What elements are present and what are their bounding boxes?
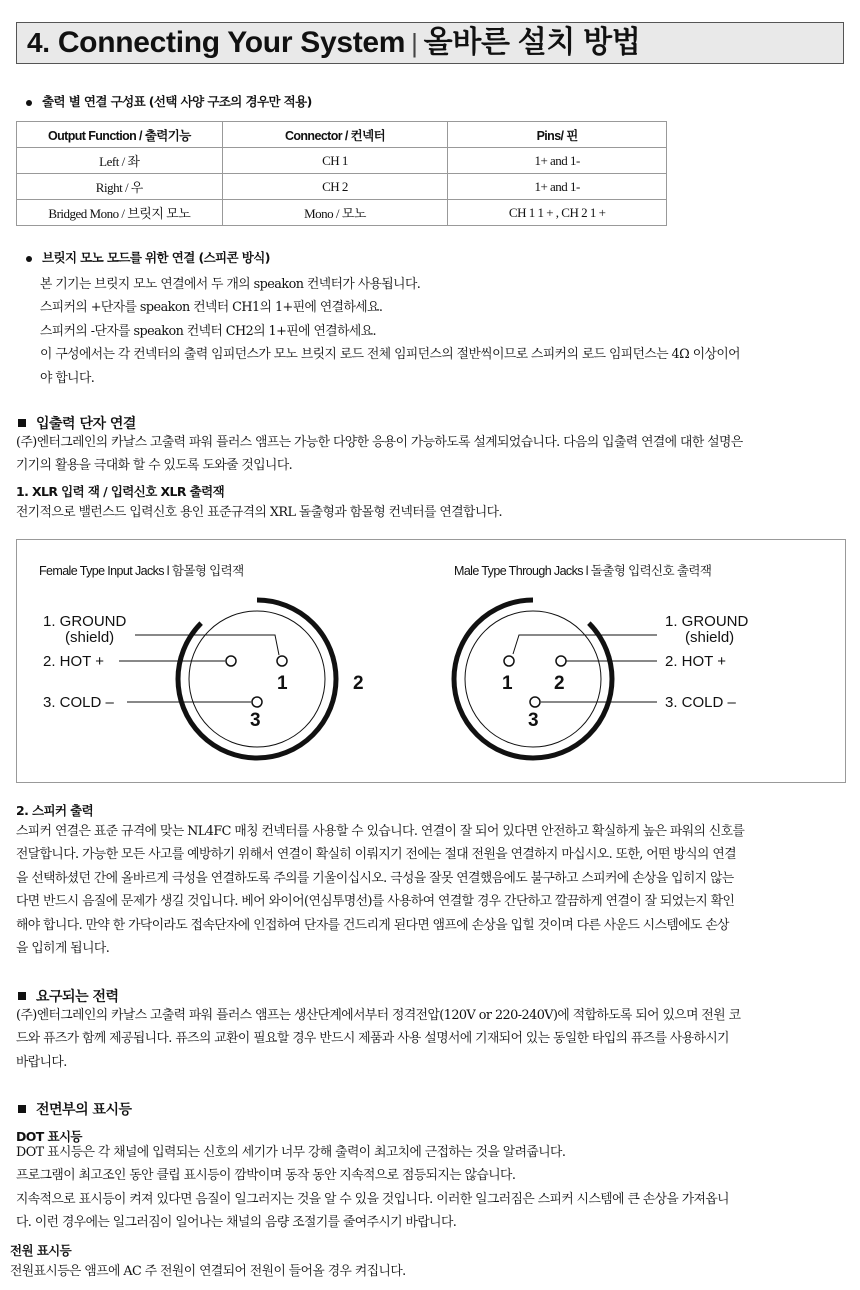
table-cell: Right / 우 [17,174,223,200]
bridge-mode-heading-text: 브릿지 모노 모드를 위한 연결 (스피콘 방식) [42,250,270,265]
female-pin-hot [226,656,236,666]
power-indicator-heading: 전원 표시등 [10,1243,72,1258]
title-english: Connecting Your System [57,26,406,59]
io-section-heading [18,413,136,433]
female-diagram-title: Female Type Input Jacks l 함몰형 입력잭 [39,564,244,578]
female-connector [119,600,336,758]
male-pin1-number: 1 [502,673,513,694]
bullet-icon [26,256,32,262]
table-cell: CH 1 1 + , CH 2 1 + [448,200,667,226]
section-number: 4. [27,27,50,58]
text-line: 전기적으로 밸런스드 입력신호 용인 표준규격의 XRL 돌출형과 함몰형 컨넥터를 연결합니다. [16,505,502,520]
text-line: 전달합니다. 가능한 모든 사고를 예방하기 위해서 연결이 확실히 이뤄지기 전에는 절대 전원을 연결하지 마십시오. 또한, 어떤 방식의 연결 [16,847,737,863]
speaker-output-heading: 2. 스피커 출력 [16,803,94,818]
text-line: 을 입히게 됩니다. [16,941,110,957]
xlr-diagram [16,539,846,783]
female-pin2-number: 2 [353,673,364,694]
xlr-text [16,501,502,524]
male-pin-ground [504,656,514,666]
power-indicator-text [10,1260,406,1283]
male-diagram-title: Male Type Through Jacks l 돌출형 입력신호 출력잭 [454,564,712,578]
text-line: 지속적으로 표시등이 켜져 있다면 음질이 일그러지는 것을 알 수 있을 것입니다. 이러한 일그러짐은 스피커 시스템에 큰 손상을 가져옵니 [16,1191,729,1207]
female-pin1-number: 1 [277,673,288,694]
power-required-heading-text: 요구되는 전력 [36,989,119,1005]
table-header-row [17,122,667,148]
output-config-heading-text: 출력 별 연결 구성표 (선택 사양 구조의 경우만 적용) [42,94,312,109]
female-shield-label: (shield) [65,629,115,646]
male-pin-hot [556,656,566,666]
table-cell: Left / 좌 [17,148,223,174]
title-korean: 올바른 설치 방법 [423,26,641,59]
text-line: 이 구성에서는 각 컨넥터의 출력 임피던스가 모노 브릿지 로드 전체 임피던스의 절반씩이므로 스피커의 로드 임피던스는 4Ω 이상이어 [40,347,740,363]
male-cold-label: 3. COLD – [665,694,736,711]
table-cell: 1+ and 1- [448,148,667,174]
title-separator: | [411,28,418,58]
female-pin-ground [277,656,287,666]
text-line: 전원표시등은 앰프에 AC 주 전원이 연결되어 전원이 들어올 경우 켜집니다. [10,1264,406,1279]
text-line: 스피커의 +단자를 speakon 컨넥터 CH1의 1+핀에 연결하세요. [40,300,383,316]
text-line: 을 선택하셨던 간에 올바르게 극성을 연결하도록 주의를 기울이십시오. 극성을 잘못 연결했음에도 불구하고 스피커에 손상을 입히지 않는 [16,870,734,886]
column-header: Output Function / 출력기능 [17,122,223,148]
bullet-icon [26,100,32,106]
power-required-heading [18,986,119,1006]
power-required-text [16,1004,740,1074]
square-bullet-icon [18,419,26,427]
male-pin3-number: 3 [528,710,539,731]
ground-leader-line [135,635,279,655]
xlr-heading: 1. XLR 입력 잭 / 입력신호 XLR 출력잭 [16,484,225,499]
front-indicators-heading-text: 전면부의 표시등 [36,1102,132,1118]
text-line: 기기의 활용을 극대화 할 수 있도록 도와줄 것입니다. [16,458,293,474]
text-line: 야 합니다. [40,370,95,386]
text-line: 바랍니다. [16,1054,67,1070]
text-line: (주)엔터그레인의 카날스 고출력 파워 플러스 앰프는 가능한 다양한 응용이 가능하도록 설계되었습니다. 다음의 입출력 연결에 대한 설명은 [16,435,743,450]
male-pin2-number: 2 [554,673,565,694]
text-line: 다. 이런 경우에는 일그러짐이 일어나는 채널의 음량 조절기를 줄여주시기 바랍니다. [16,1215,457,1231]
page-title [27,23,640,63]
column-header: Pins/ 핀 [448,122,667,148]
male-ground-leader-line [513,635,657,654]
text-line: 다면 반드시 음질에 문제가 생길 것입니다. 베어 와이어(연심투명선)를 사용하여 연결할 경우 간단하고 깔끔하게 연결이 잘 되었는지 확인 [16,894,735,910]
female-hot-label: 2. HOT + [43,653,104,670]
table-cell: CH 2 [222,174,448,200]
column-header: Connector / 컨넥터 [222,122,448,148]
male-pin-cold [530,697,540,707]
square-bullet-icon [18,992,26,1000]
speaker-output-text [16,820,744,960]
table-row [17,200,667,226]
text-line: 프로그램이 최고조인 동안 클립 표시등이 깜박이며 동작 동안 지속적으로 점등되지는 않습니다. [16,1168,516,1184]
io-section-heading-text: 입출력 단자 연결 [36,416,136,432]
table-row [17,174,667,200]
section-title-bar [16,22,844,64]
text-line: (주)엔터그레인의 카날스 고출력 파워 플러스 앰프는 생산단계에서부터 정격전압(120V or 220-240V)에 적합하도록 되어 있으며 전원 코 [16,1008,741,1023]
bridge-mode-text [40,273,740,390]
table-cell: Bridged Mono / 브릿지 모노 [17,200,223,226]
male-shield-label: (shield) [685,629,735,646]
bridge-mode-heading [26,248,270,266]
female-cold-label: 3. COLD – [43,694,114,711]
text-line: 스피커 연결은 표준 규격에 맞는 NL4FC 매칭 컨넥터를 사용할 수 있습니다. 연결이 잘 되어 있다면 안전하고 확실하게 높은 파워의 신호를 [16,824,745,839]
io-intro-text [16,431,743,478]
square-bullet-icon [18,1105,26,1113]
male-hot-label: 2. HOT + [665,653,726,670]
female-ground-label: 1. GROUND [43,613,127,630]
text-line: 스피커의 -단자를 speakon 컨넥터 CH2의 1+핀에 연결하세요. [40,323,377,339]
table-cell: Mono / 모노 [222,200,448,226]
dot-indicator-text [16,1141,729,1235]
text-line: 드와 퓨즈가 함께 제공됩니다. 퓨즈의 교환이 필요할 경우 반드시 제품과 사용 설명서에 기재되어 있는 동일한 타입의 퓨즈를 사용하시기 [16,1031,729,1047]
table-cell: 1+ and 1- [448,174,667,200]
text-line: 해야 합니다. 만약 한 가닥이라도 접속단자에 인접하여 단자를 건드리게 된다면 앰프에 손상을 입힐 것이며 다른 사운드 시스템에도 손상 [16,917,729,933]
table-row [17,148,667,174]
output-config-heading [26,92,312,110]
female-pin3-number: 3 [250,710,261,731]
text-line: DOT 표시등은 각 채널에 입력되는 신호의 세기가 너무 강해 출력이 최고치에 근접하는 것을 알려줍니다. [16,1145,566,1160]
male-ground-label: 1. GROUND [665,613,749,630]
table-cell: CH 1 [222,148,448,174]
text-line: 본 기기는 브릿지 모노 연결에서 두 개의 speakon 컨넥터가 사용됩니다. [40,277,421,292]
output-config-table [16,121,667,226]
front-indicators-heading [18,1099,132,1119]
dot-indicator-heading: DOT 표시등 [16,1129,82,1144]
female-pin-cold [252,697,262,707]
